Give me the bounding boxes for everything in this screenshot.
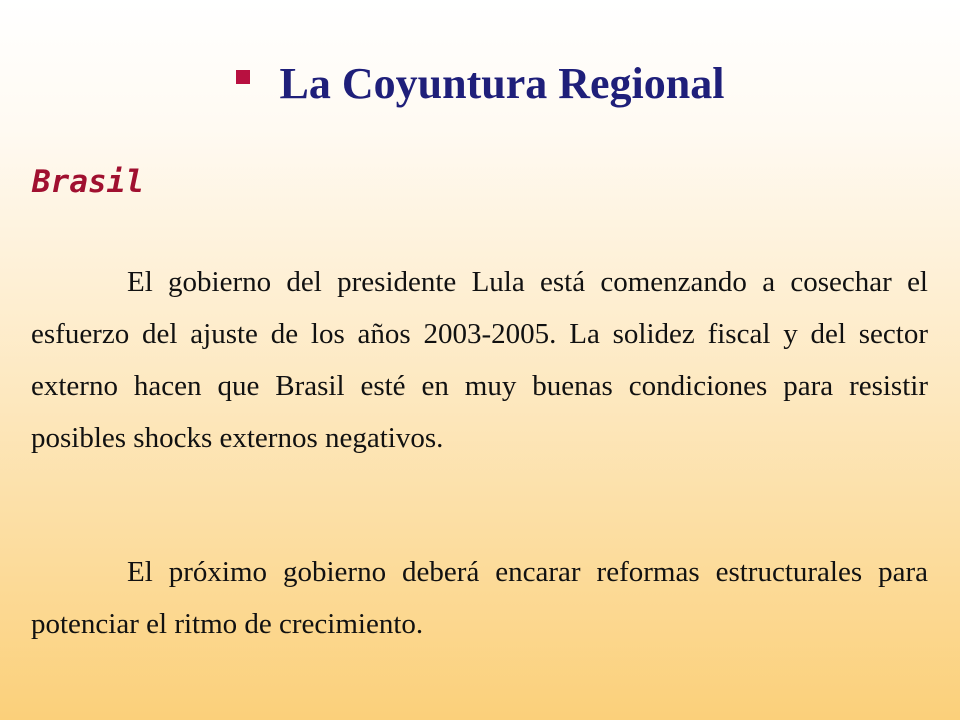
title-row xyxy=(0,58,960,109)
square-bullet-icon xyxy=(236,70,250,84)
paragraph-1: El gobierno del presidente Lula está comenzando a cosechar el esfuerzo del ajuste de los años 2003-2005. La solidez fiscal y del sector externo hacen que Brasil esté en muy buenas condiciones para resistir posibles shocks externos negativos. xyxy=(31,266,928,454)
section-subtitle: Brasil xyxy=(32,164,144,200)
paragraph-2: El próximo gobierno deberá encarar reformas estructurales para potenciar el ritmo de crecimiento. xyxy=(31,556,928,640)
slide-title: La Coyuntura Regional xyxy=(279,59,725,108)
